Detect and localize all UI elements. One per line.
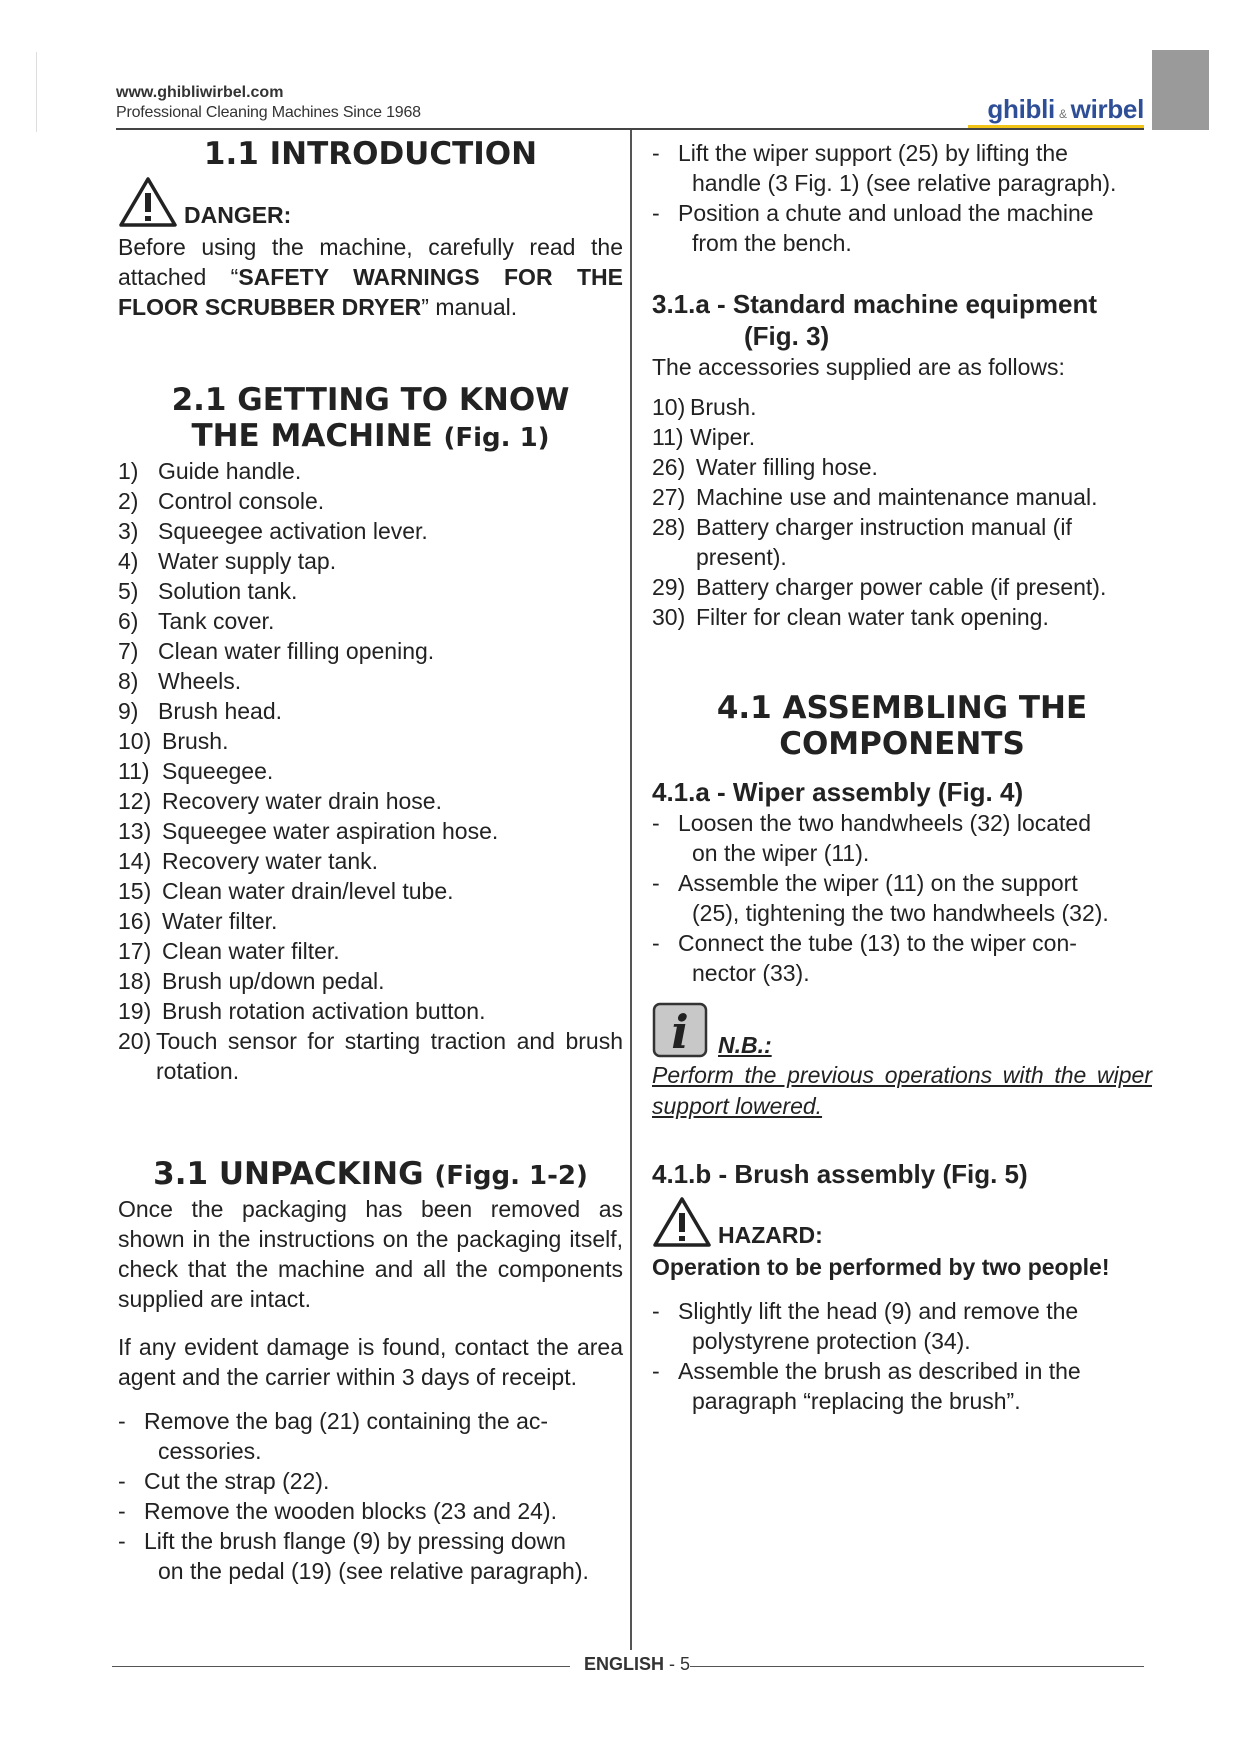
getting-title-line1: 2.1 GETTING TO KNOW [171,382,570,418]
assembling-title [652,690,1152,762]
list-item: 15) Clean water drain/level tube. [118,878,454,904]
list-item: - Slightly lift the head (9) and remove the polystyrene protection (34). [652,1298,1079,1354]
list-item: - Connect the tube (13) to the wiper con- nector (33). [652,930,1077,986]
margin-mark [36,52,37,132]
footer-rule-right [690,1666,1144,1667]
unpacking-title-fig: (Figg. 1-2) [434,1161,588,1191]
list-item: - Lift the wiper support (25) by lifting the handle (3 Fig. 1) (see relative paragraph). [652,140,1117,196]
hazard-notice [652,1196,1152,1248]
list-item: 5) Solution tank. [118,578,298,604]
site-url: www.ghibliwirbel.com [116,84,284,101]
warning-triangle-icon [118,176,178,228]
svg-text:i: i [671,1005,689,1058]
list-item: 11) Wiper. [652,424,756,450]
info-icon [652,1002,708,1058]
hazard-label: HAZARD: [718,1222,823,1248]
company-tagline: Professional Cleaning Machines Since 1968 [116,104,421,121]
footer-language: ENGLISH [584,1654,665,1674]
list-item: 1) Guide handle. [118,458,302,484]
list-item: 12) Recovery water drain hose. [118,788,442,814]
list-item: 30) Filter for clean water tank opening. [652,604,1049,630]
page-number: 5 [680,1654,691,1674]
list-item: - Lift the brush flange (9) by pressing down on the pedal (19) (see relative paragraph). [118,1528,589,1584]
list-item: 8) Wheels. [118,668,242,694]
list-item: - Remove the bag (21) containing the ac- cessories. [118,1408,549,1464]
danger-notice [118,176,623,228]
logo-wirbel: wirbel [1070,94,1144,124]
list-item: 14) Recovery water tank. [118,848,379,874]
list-item: - Assemble the wiper (11) on the support (25), tightening the two handwheels (32). [652,870,1109,926]
equipment-intro: The accessories supplied are as follows: [652,354,1065,380]
safety-manual-name: SAFETY WARNINGS FOR THE FLOOR SCRUBBER DRYER [118,264,623,320]
unpacking-steps [118,1406,623,1586]
logo-ghibli: ghibli [987,94,1055,124]
list-item: 3) Squeegee activation lever. [118,518,428,544]
list-item: 26) Water filling hose. [652,454,878,480]
unpacking-title-text: 3.1 UNPACKING [153,1156,424,1192]
assembling-title-line2: COMPONENTS [779,726,1025,762]
brand-logo [987,94,1144,125]
list-item: 19) Brush rotation activation button. [118,998,486,1024]
list-item: - Loosen the two handwheels (32) located on the wiper (11). [652,810,1092,866]
wiper-steps [652,808,1152,988]
intro-text [118,232,623,322]
list-item: 18) Brush up/down pedal. [118,968,385,994]
list-item: 27) Machine use and maintenance manual. [652,484,1098,510]
list-item: - Remove the wooden blocks (23 and 24). [118,1498,557,1524]
list-item: 28) Battery charger instruction manual (if present). [652,514,1072,570]
warning-triangle-icon [652,1196,712,1248]
assembling-title-line1: 4.1 ASSEMBLING THE [716,690,1088,726]
page-tab-marker [1152,50,1209,130]
unpacking-para-2: If any evident damage is found, contact the area agent and the carrier within 3 days of receipt. [118,1334,623,1390]
list-item: 20) Touch sensor for starting traction and brush rotation. [118,1028,623,1084]
list-item: 29) Battery charger power cable (if present). [652,574,1107,600]
list-item: - Position a chute and unload the machine from the bench. [652,200,1094,256]
column-divider [630,130,632,1650]
logo-ampersand: & [1058,107,1067,121]
nb-notice [652,1002,1152,1058]
list-item: 4) Water supply tap. [118,548,337,574]
list-item: - Cut the strap (22). [118,1468,330,1494]
list-item: 9) Brush head. [118,698,283,724]
list-item: 11) Squeegee. [118,758,274,784]
danger-label: DANGER: [184,202,292,228]
machine-parts-list [118,456,623,1086]
list-item: 2) Control console. [118,488,325,514]
unpacking-title [118,1156,623,1194]
footer-rule-left [112,1666,570,1667]
footer-separator: - [664,1654,681,1674]
equipment-title-line1: 3.1.a - Standard machine equipment [652,289,1097,319]
getting-title [118,382,623,456]
hazard-text: Operation to be performed by two people! [652,1254,1110,1280]
list-item: 10) Brush. [118,728,229,754]
intro-text-after: ” manual. [421,294,518,320]
nb-text: Perform the previous operations with the wiper support lowered. [652,1062,1152,1119]
page-footer [584,1654,690,1675]
brush-steps [652,1296,1152,1416]
list-item: - Assemble the brush as described in the paragraph “replacing the brush”. [652,1358,1081,1414]
getting-title-fig: (Fig. 1) [443,423,550,453]
unpacking-steps-continued [652,138,1152,258]
list-item: 10) Brush. [652,394,757,420]
brush-assembly-title: 4.1.b - Brush assembly (Fig. 5) [652,1159,1028,1189]
left-column [118,132,623,1586]
intro-title: 1.1 INTRODUCTION [203,136,538,172]
equipment-list [652,392,1152,632]
list-item: 7) Clean water filling opening. [118,638,435,664]
page-header [116,84,1144,128]
nb-label: N.B.: [718,1032,772,1058]
unpacking-para-1: Once the packaging has been removed as shown in the instructions on the packaging itself, check that the machine and all the components supplied are intact. [118,1196,623,1312]
wiper-assembly-title: 4.1.a - Wiper assembly (Fig. 4) [652,777,1024,807]
right-column [652,132,1152,1416]
list-item: 16) Water filter. [118,908,278,934]
intro-text-before: Before using the machine, carefully read the attached “ [118,234,623,290]
list-item: 6) Tank cover. [118,608,275,634]
equipment-title-line2: (Fig. 3) [744,321,830,351]
equipment-title [652,288,1152,352]
list-item: 13) Squeegee water aspiration hose. [118,818,499,844]
getting-title-line2: THE MACHINE [191,418,433,454]
list-item: 17) Clean water filter. [118,938,340,964]
